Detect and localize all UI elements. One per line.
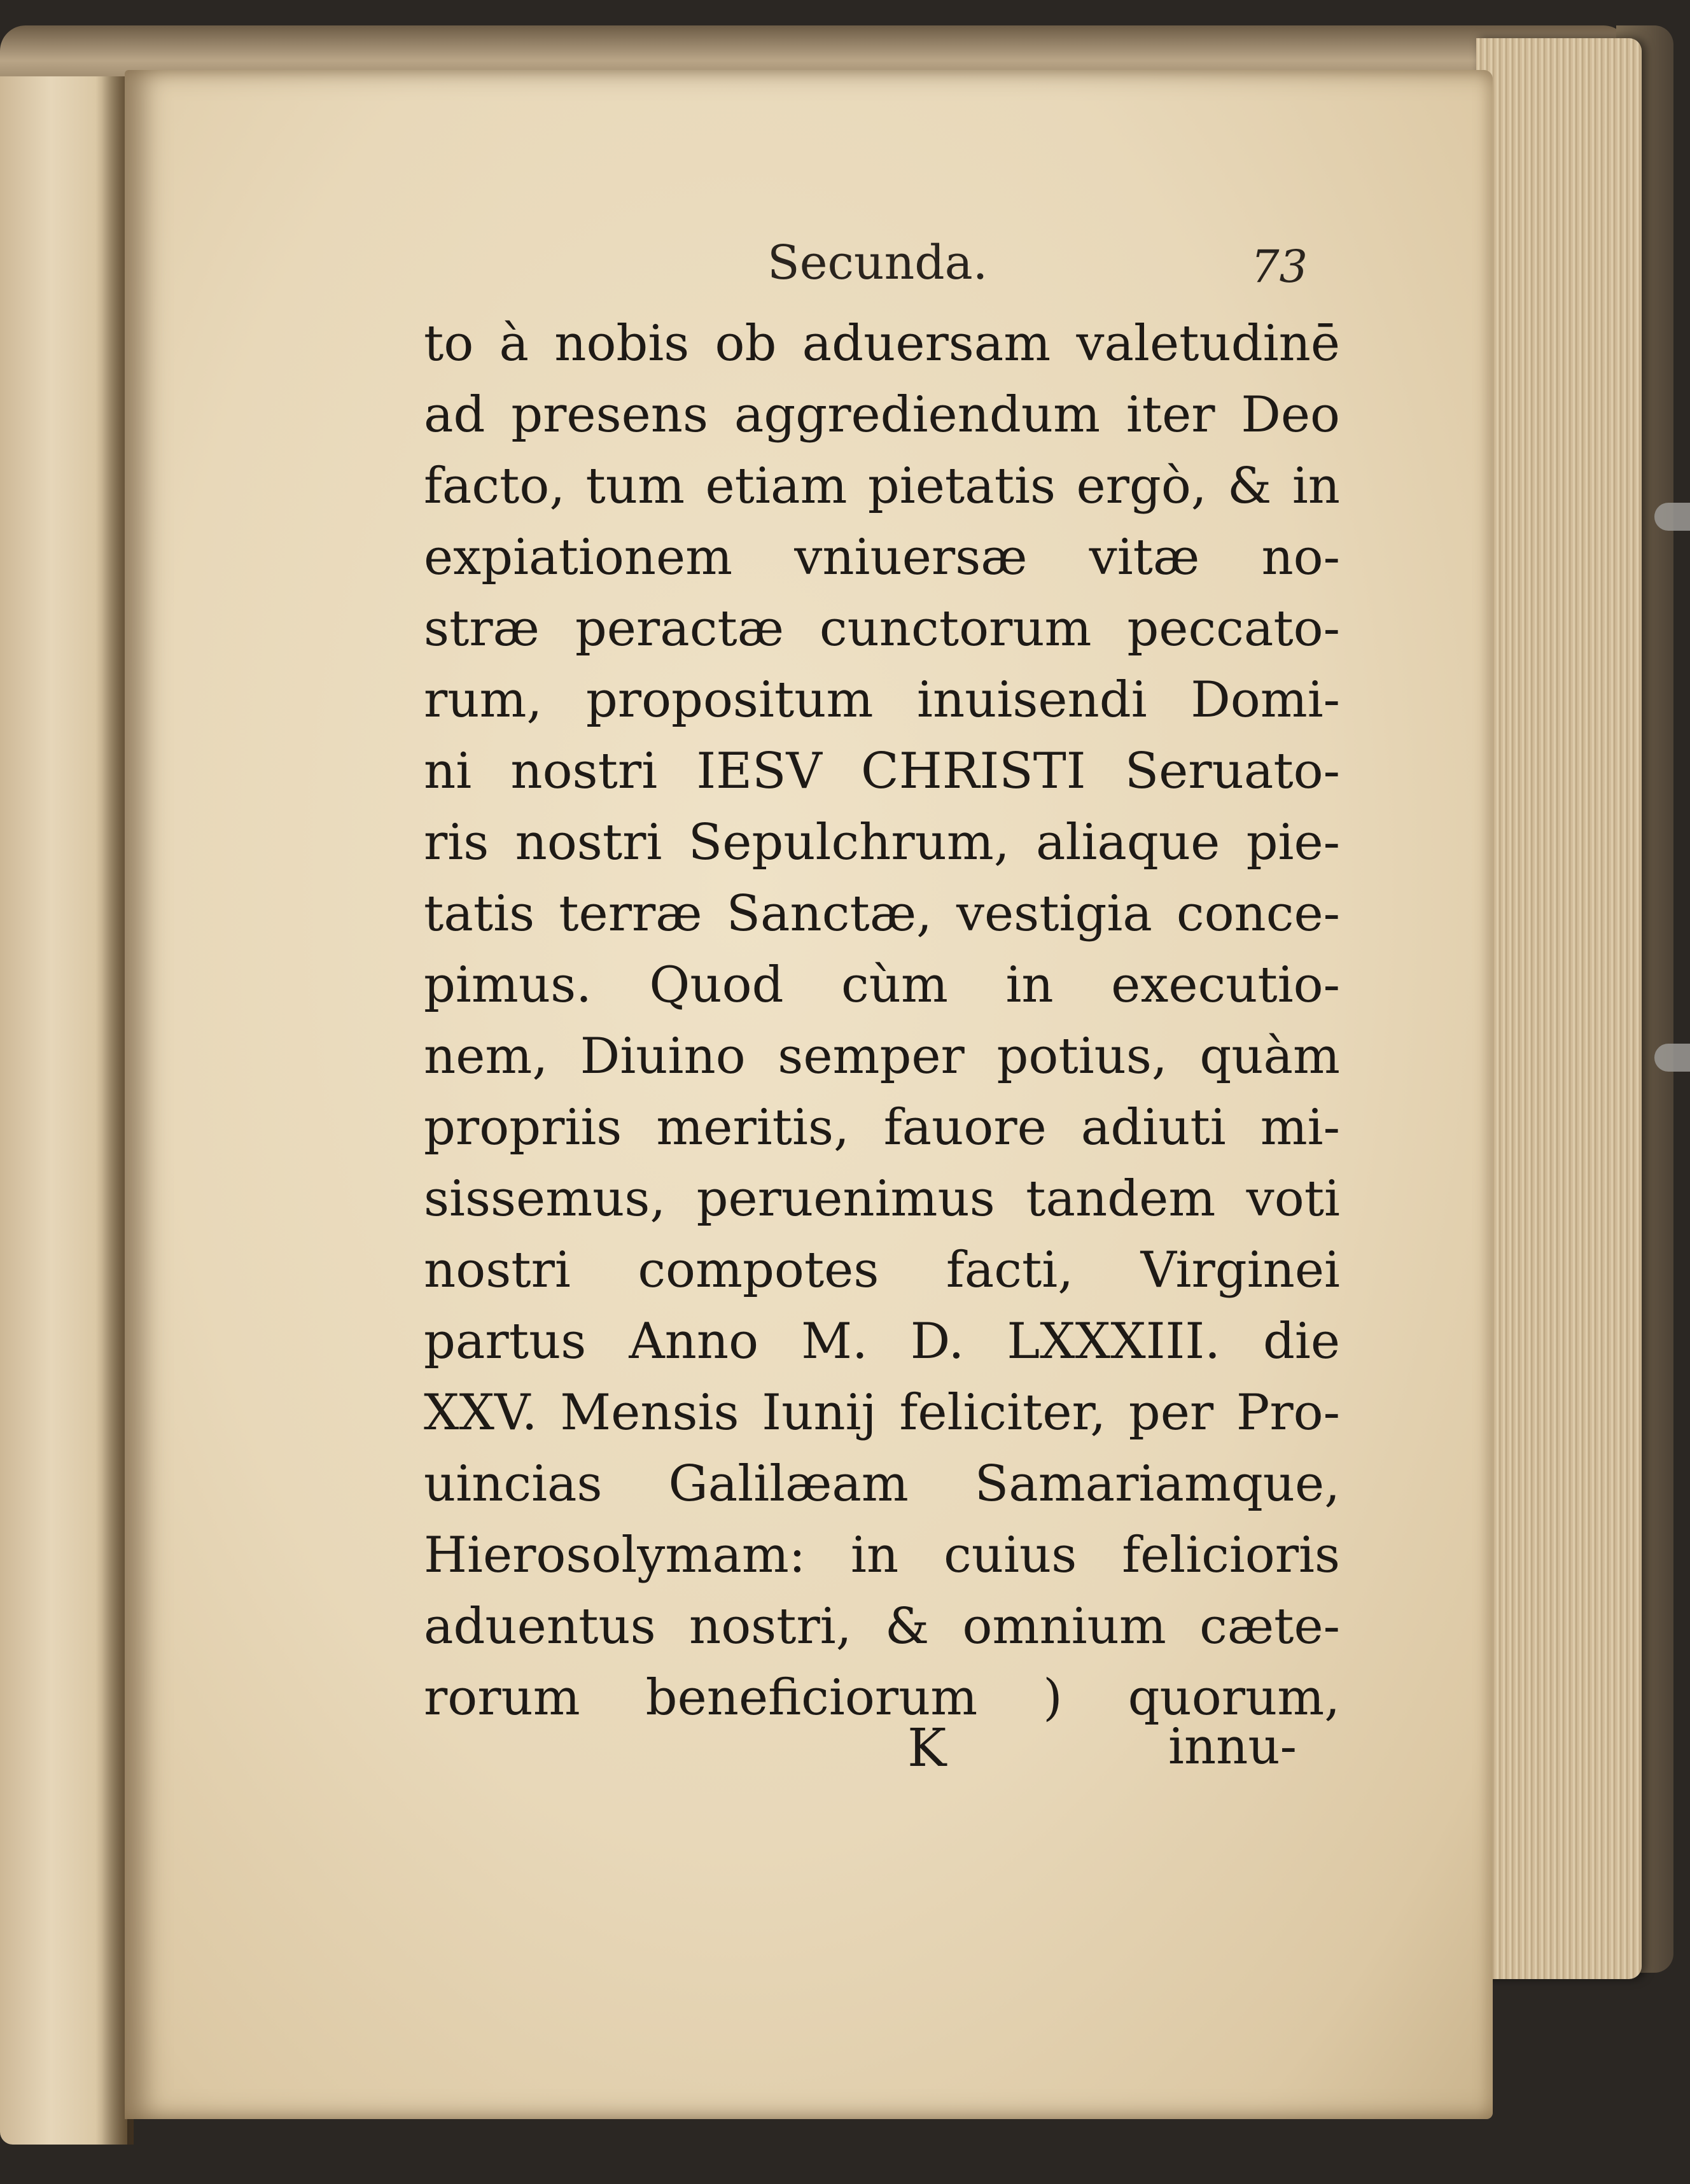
recto-page [125,70,1493,2119]
text-line: expiationem vniuersæ vitæ no- [424,529,1340,586]
text-line: stræ peractæ cunctorum peccato- [424,600,1340,657]
text-line: sissemus, peruenimus tandem voti [424,1170,1340,1228]
catchword: innu- [1168,1718,1297,1775]
clasp-strap-lower [1654,1044,1690,1072]
signature-mark: K [907,1718,947,1779]
text-line: nem, Diuino semper potius, quàm [424,1028,1340,1085]
text-line: nostri compotes facti, Virginei [424,1242,1340,1299]
text-line: rum, propositum inuisendi Domi- [424,671,1340,729]
page-number: 73 [1251,241,1308,293]
page-edges-stack [1476,38,1642,1979]
text-line: uincias Galilæam Samariamque, [424,1455,1340,1513]
text-line: tatis terræ Sanctæ, vestigia conce- [424,885,1340,942]
text-line: rorum beneficiorum ) quorum, [424,1669,1340,1726]
text-line: ad presens aggrediendum iter Deo [424,386,1340,444]
text-line: ni nostri IESV CHRISTI Seruato- [424,743,1340,800]
text-line: Hierosolymam: in cuius felicioris [424,1527,1340,1584]
text-line: XXV. Mensis Iunij feliciter, per Pro- [424,1384,1340,1441]
text-line: to à nobis ob aduersam valetudinē [424,315,1340,372]
text-line: ris nostri Sepulchrum, aliaque pie- [424,814,1340,871]
text-line: facto, tum etiam pietatis ergò, & in [424,458,1340,515]
text-line: pimus. Quod cùm in executio- [424,956,1340,1014]
text-line: partus Anno M. D. LXXXIII. die [424,1313,1340,1370]
running-head: Secunda. [767,235,988,290]
clasp-strap-upper [1654,503,1690,531]
text-line: propriis meritis, fauore adiuti mi- [424,1099,1340,1156]
text-line: aduentus nostri, & omnium cæte- [424,1598,1340,1655]
